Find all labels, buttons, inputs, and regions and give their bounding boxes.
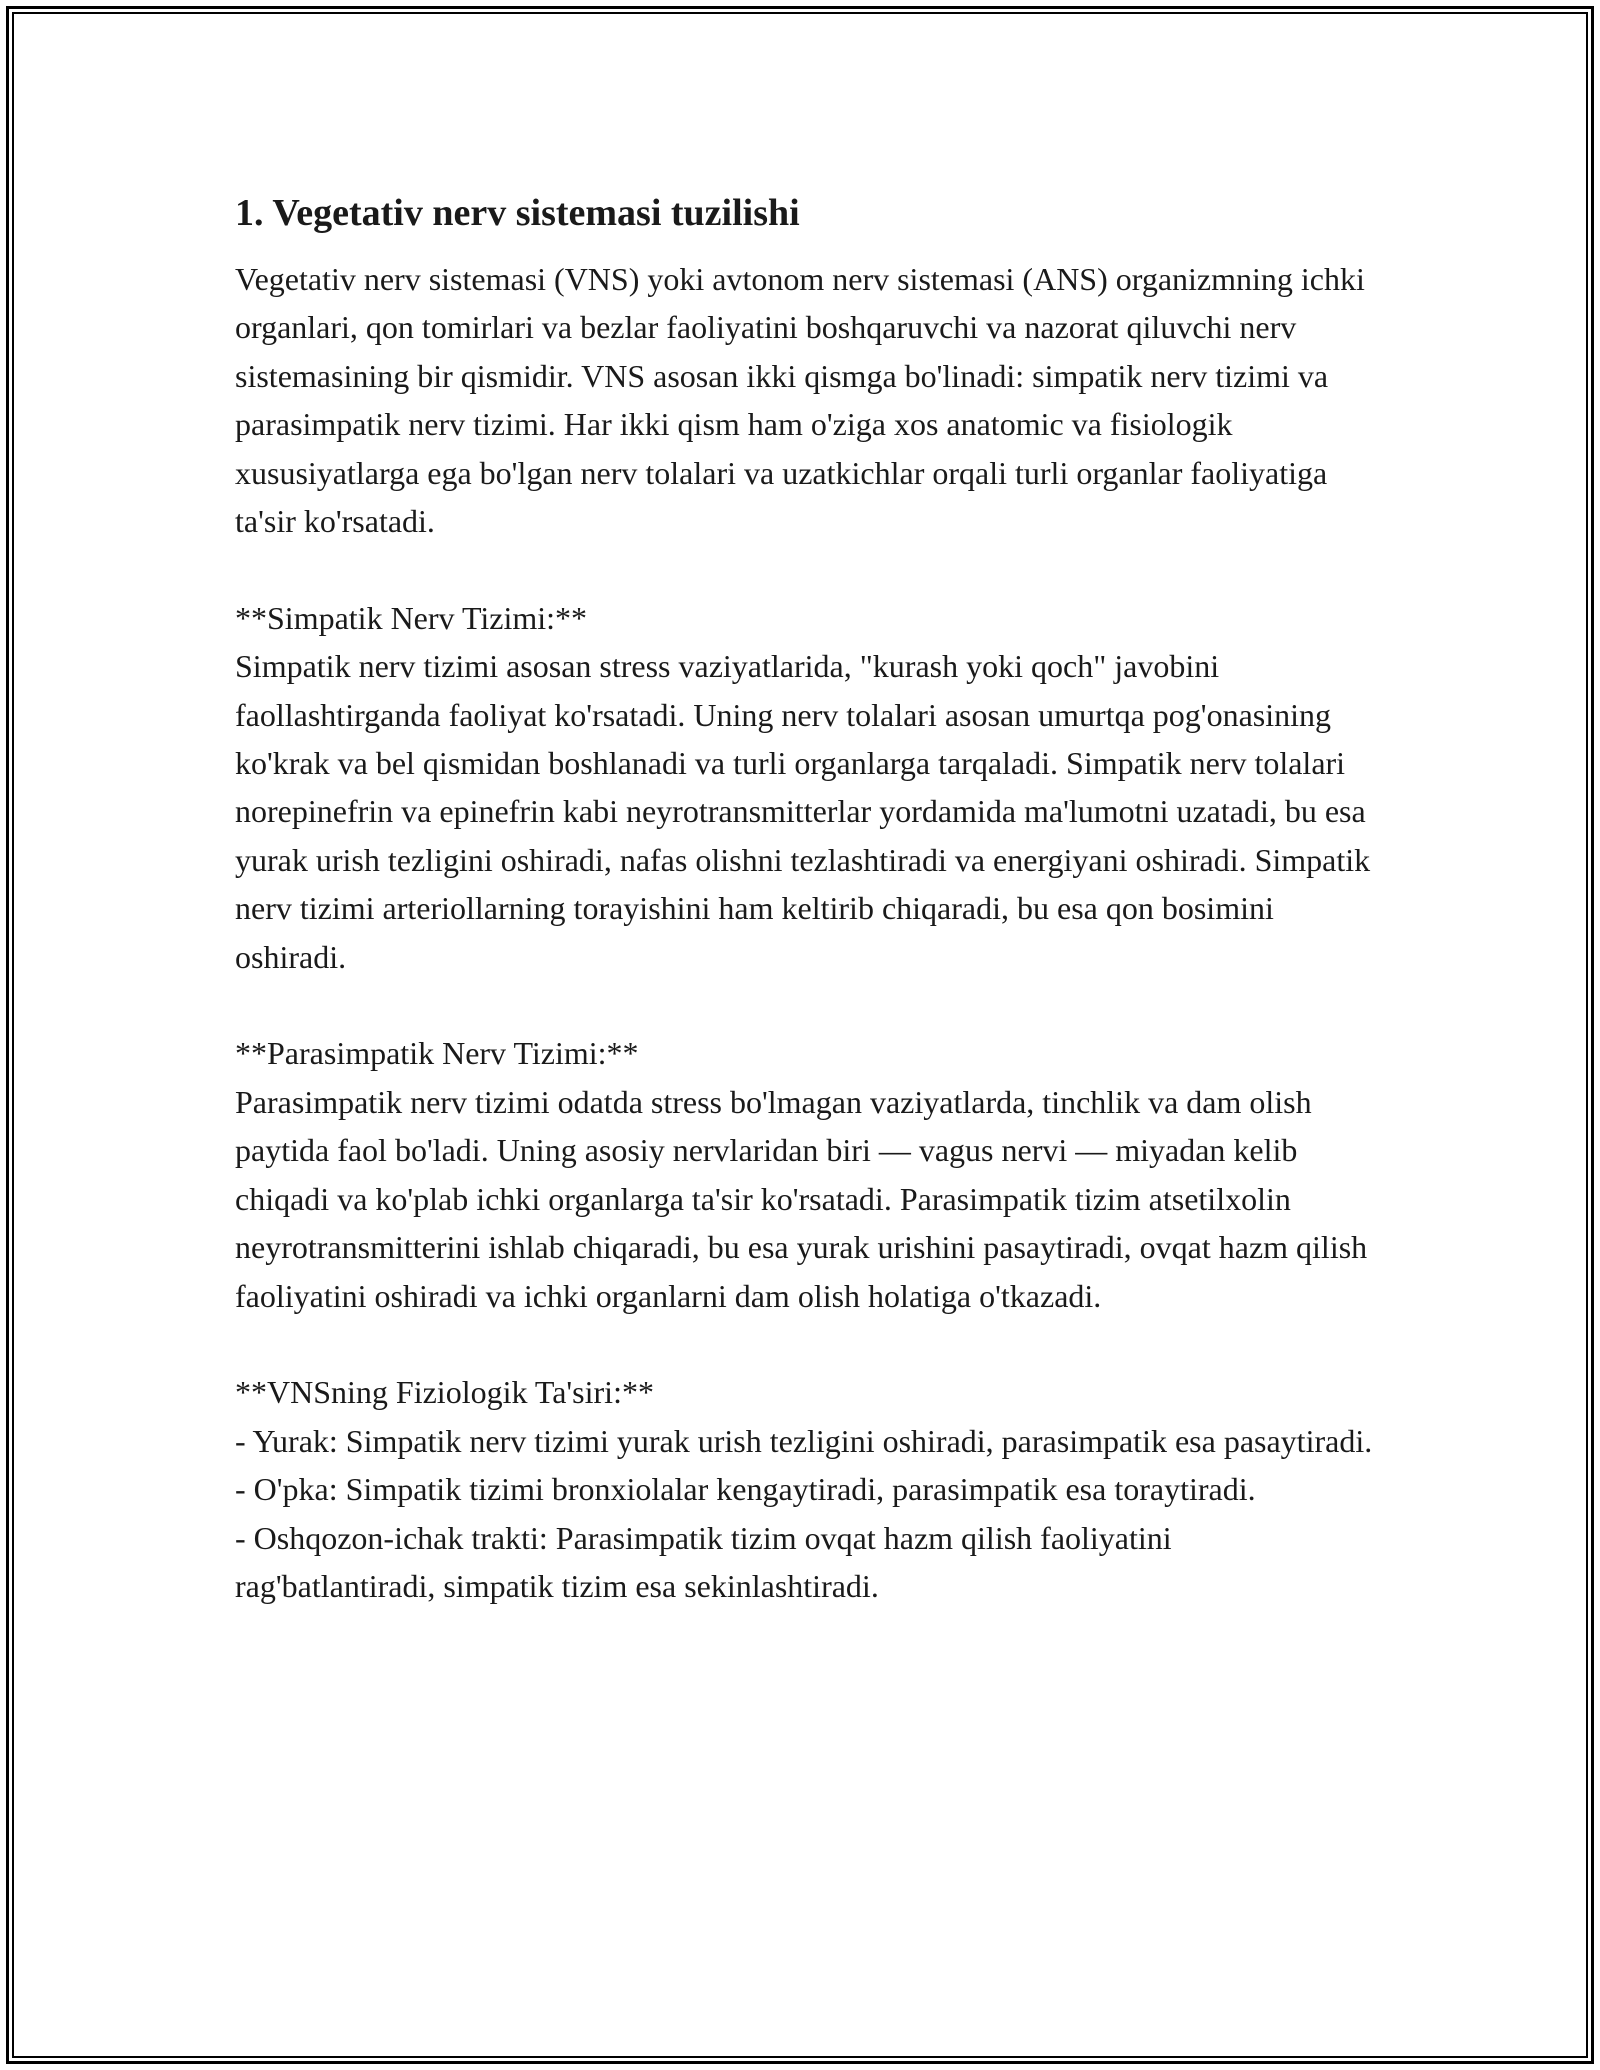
sympathetic-section (235, 594, 1375, 981)
intro-paragraph: Vegetativ nerv sistemasi (VNS) yoki avtonom nerv sistemasi (ANS) organizmning ichki organlari, qon tomirlari va bezlar faoliyatini boshqaruvchi va nazorat qiluvchi nerv sistemasining bir qismidir. VNS asosan ikki qismga bo'linadi: simpatik nerv tizimi va parasimpatik nerv tizimi. Har ikki qism ham o'ziga xos anatomic va fisiologik xususiyatlarga ega bo'lgan nerv tolalari va uzatkichlar orqali turli organlar faoliyatiga ta'sir ko'rsatadi. (235, 261, 1365, 540)
document-heading: 1. Vegetativ nerv sistemasi tuzilishi (235, 192, 800, 234)
effects-item-heart: - Yurak: Simpatik nerv tizimi yurak urish tezligini oshiradi, parasimpatik esa pasaytiradi. (235, 1422, 1373, 1459)
effects-item-lungs: - O'pka: Simpatik tizimi bronxiolalar kengaytiradi, parasimpatik esa toraytiradi. (235, 1471, 1256, 1508)
document-content (235, 185, 1375, 1610)
effects-title: **VNSning Fiziologik Ta'siri:** (235, 1374, 654, 1411)
sympathetic-title: **Simpatik Nerv Tizimi:** (235, 599, 588, 636)
effects-section (235, 1368, 1375, 1610)
parasympathetic-title: **Parasimpatik Nerv Tizimi:** (235, 1035, 639, 1072)
parasympathetic-section (235, 1029, 1375, 1319)
parasympathetic-body: Parasimpatik nerv tizimi odatda stress bo'lmagan vaziyatlarda, tinchlik va dam olish paytida faol bo'ladi. Uning asosiy nervlaridan biri — vagus nervi — miyadan kelib chiqadi va ko'plab ichki organlarga ta'sir ko'rsatadi. Parasimpatik tizim atsetilxolin neyrotransmitterini ishlab chiqaradi, bu esa yurak urishini pasaytiradi, ovqat hazm qilish faoliyatini oshiradi va ichki organlarni dam olish holatiga o'tkazadi. (235, 1083, 1368, 1314)
sympathetic-body: Simpatik nerv tizimi asosan stress vaziyatlarida, "kurash yoki qoch" javobini faollashtirganda faoliyat ko'rsatadi. Uning nerv tolalari asosan umurtqa pog'onasining ko'krak va bel qismidan boshlanadi va turli organlarga tarqaladi. Simpatik nerv tolalari norepinefrin va epinefrin kabi neyrotransmitterlar yordamida ma'lumotni uzatadi, bu esa yurak urish tezligini oshiradi, nafas olishni tezlashtiradi va energiyani oshiradi. Simpatik nerv tizimi arteriollarning torayishini ham keltirib chiqaradi, bu esa qon bosimini oshiradi. (235, 648, 1371, 975)
effects-item-gi-tract: - Oshqozon-ichak trakti: Parasimpatik tizim ovqat hazm qilish faoliyatini rag'batlantiradi, simpatik tizim esa sekinlashtiradi. (235, 1519, 1172, 1604)
